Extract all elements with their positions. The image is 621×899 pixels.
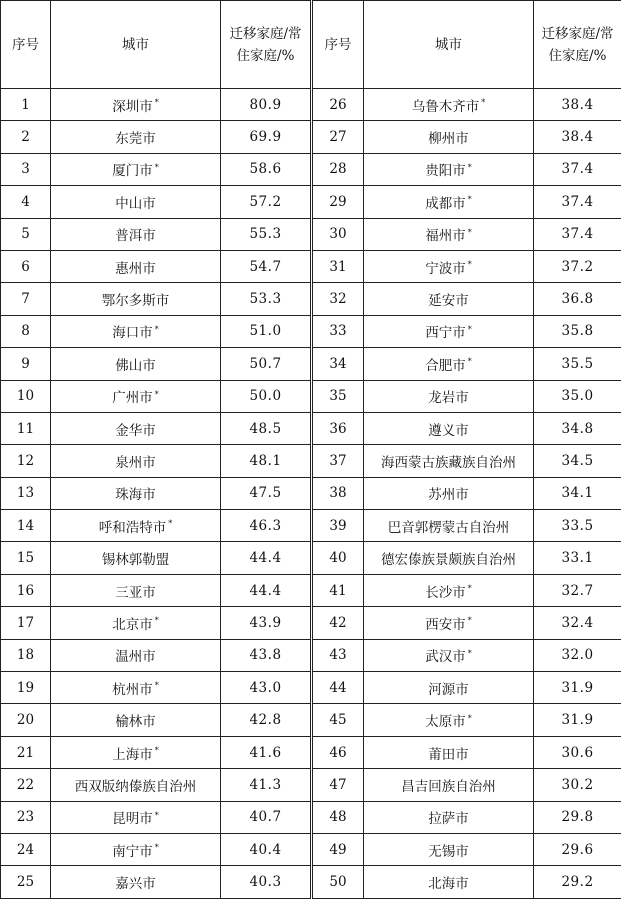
city-cell [364, 186, 534, 218]
city-cell [51, 704, 221, 736]
provincial-capital-mark: * [168, 519, 172, 528]
rank-cell: 2 [1, 121, 51, 153]
city-cell [364, 315, 534, 347]
city-cell [364, 801, 534, 833]
city-cell [364, 542, 534, 574]
table-row [1, 218, 621, 250]
provincial-capital-mark: * [468, 195, 472, 204]
city-cell [51, 769, 221, 801]
share-value-cell: 51.0 [221, 315, 312, 347]
city-name: 西安市 [425, 617, 466, 633]
rank-cell: 17 [1, 607, 51, 639]
share-value-cell: 42.8 [221, 704, 312, 736]
city-name: 鄂尔多斯市 [102, 293, 170, 309]
table-row [1, 672, 621, 704]
rank-cell: 50 [312, 866, 364, 898]
city-cell [51, 250, 221, 282]
table-row [1, 542, 621, 574]
city-cell [364, 833, 534, 865]
city-name: 金华市 [115, 423, 156, 439]
share-value-cell: 32.4 [534, 607, 621, 639]
city-name: 佛山市 [115, 358, 156, 374]
city-cell [364, 153, 534, 185]
share-value-cell: 29.6 [534, 833, 621, 865]
share-value-cell: 40.7 [221, 801, 312, 833]
share-value-cell: 58.6 [221, 153, 312, 185]
rank-cell: 29 [312, 186, 364, 218]
city-cell [51, 639, 221, 671]
city-name: 遵义市 [428, 423, 469, 439]
share-value-cell: 55.3 [221, 218, 312, 250]
provincial-capital-mark: * [468, 357, 472, 366]
table-row [1, 607, 621, 639]
rank-cell: 44 [312, 672, 364, 704]
share-value-cell: 43.0 [221, 672, 312, 704]
city-cell [51, 866, 221, 898]
city-name: 昆明市 [112, 811, 153, 827]
provincial-capital-mark: * [155, 98, 159, 107]
rank-cell: 10 [1, 380, 51, 412]
share-value-cell: 38.4 [534, 89, 621, 121]
city-name: 海口市 [112, 325, 153, 341]
share-value-cell: 32.0 [534, 639, 621, 671]
city-name: 太原市 [425, 714, 466, 730]
city-name: 北海市 [428, 876, 469, 892]
rank-cell: 11 [1, 412, 51, 444]
city-name: 北京市 [112, 617, 153, 633]
city-name: 深圳市 [112, 99, 153, 115]
city-cell [364, 639, 534, 671]
table-row [1, 283, 621, 315]
rank-cell: 14 [1, 510, 51, 542]
table-row [1, 866, 621, 898]
share-value-cell: 37.4 [534, 153, 621, 185]
rank-cell: 33 [312, 315, 364, 347]
city-cell [364, 574, 534, 606]
city-cell [364, 283, 534, 315]
city-name: 福州市 [425, 228, 466, 244]
share-value-cell: 35.0 [534, 380, 621, 412]
city-cell [364, 704, 534, 736]
city-name: 拉萨市 [428, 811, 469, 827]
share-value-cell: 43.9 [221, 607, 312, 639]
table-row [1, 348, 621, 380]
share-value-cell: 50.0 [221, 380, 312, 412]
provincial-capital-mark: * [155, 746, 159, 755]
share-value-cell: 34.5 [534, 445, 621, 477]
share-value-cell: 35.8 [534, 315, 621, 347]
table-row [1, 574, 621, 606]
rank-cell: 3 [1, 153, 51, 185]
rank-cell: 6 [1, 250, 51, 282]
rank-cell: 46 [312, 736, 364, 768]
table-row [1, 510, 621, 542]
provincial-capital-mark: * [155, 843, 159, 852]
rank-cell: 8 [1, 315, 51, 347]
share-value-cell: 57.2 [221, 186, 312, 218]
rank-cell: 47 [312, 769, 364, 801]
city-cell [364, 736, 534, 768]
city-name: 长沙市 [425, 585, 466, 601]
share-value-cell: 41.6 [221, 736, 312, 768]
share-value-cell: 29.2 [534, 866, 621, 898]
city-cell [364, 412, 534, 444]
city-name: 海西蒙古族藏族自治州 [381, 455, 516, 471]
rank-cell: 35 [312, 380, 364, 412]
rank-cell: 36 [312, 412, 364, 444]
share-value-cell: 53.3 [221, 283, 312, 315]
rank-cell: 5 [1, 218, 51, 250]
table-row [1, 412, 621, 444]
city-name: 厦门市 [112, 163, 153, 179]
rank-cell: 1 [1, 89, 51, 121]
table-row [1, 833, 621, 865]
city-cell [51, 607, 221, 639]
rank-cell: 32 [312, 283, 364, 315]
city-cell [51, 283, 221, 315]
table-row [1, 380, 621, 412]
city-name: 巴音郭楞蒙古自治州 [388, 520, 510, 536]
share-value-cell: 50.7 [221, 348, 312, 380]
city-cell [51, 153, 221, 185]
share-value-cell: 30.2 [534, 769, 621, 801]
provincial-capital-mark: * [481, 98, 485, 107]
city-cell [364, 250, 534, 282]
rank-cell: 7 [1, 283, 51, 315]
city-cell [364, 866, 534, 898]
rank-cell: 15 [1, 542, 51, 574]
table-row [1, 186, 621, 218]
provincial-capital-mark: * [155, 390, 159, 399]
city-cell [364, 672, 534, 704]
city-name: 昌吉回族自治州 [401, 779, 496, 795]
city-cell [364, 477, 534, 509]
share-value-cell: 34.8 [534, 412, 621, 444]
city-cell [364, 510, 534, 542]
provincial-capital-mark: * [468, 714, 472, 723]
city-name: 榆林市 [115, 714, 156, 730]
provincial-capital-mark: * [155, 681, 159, 690]
city-name: 惠州市 [115, 261, 156, 277]
city-cell [364, 218, 534, 250]
city-name: 东莞市 [115, 131, 156, 147]
city-cell [51, 574, 221, 606]
share-value-cell: 40.4 [221, 833, 312, 865]
share-value-cell: 80.9 [221, 89, 312, 121]
city-name: 普洱市 [115, 228, 156, 244]
city-name: 锡林郭勒盟 [102, 552, 170, 568]
table-row [1, 315, 621, 347]
rank-cell: 43 [312, 639, 364, 671]
city-name: 呼和浩特市 [99, 520, 167, 536]
city-name: 南宁市 [112, 844, 153, 860]
share-value-cell: 46.3 [221, 510, 312, 542]
header-share-right: 迁移家庭/常住家庭/% [534, 1, 621, 89]
city-name: 无锡市 [428, 844, 469, 860]
rank-cell: 40 [312, 542, 364, 574]
city-cell [364, 445, 534, 477]
city-cell [51, 348, 221, 380]
table-body [1, 89, 621, 899]
rank-cell: 27 [312, 121, 364, 153]
share-value-cell: 31.9 [534, 672, 621, 704]
city-cell [51, 218, 221, 250]
share-value-cell: 54.7 [221, 250, 312, 282]
table-row [1, 89, 621, 121]
table-row [1, 736, 621, 768]
city-name: 温州市 [115, 649, 156, 665]
city-cell [51, 736, 221, 768]
city-cell [364, 121, 534, 153]
city-name: 苏州市 [428, 487, 469, 503]
city-name: 成都市 [425, 196, 466, 212]
table-row [1, 801, 621, 833]
city-cell [51, 801, 221, 833]
city-cell [51, 380, 221, 412]
rank-cell: 16 [1, 574, 51, 606]
city-cell [51, 186, 221, 218]
city-name: 嘉兴市 [115, 876, 156, 892]
city-cell [51, 445, 221, 477]
rank-cell: 49 [312, 833, 364, 865]
city-name: 广州市 [112, 390, 153, 406]
city-cell [51, 121, 221, 153]
city-name: 河源市 [428, 682, 469, 698]
provincial-capital-mark: * [468, 260, 472, 269]
city-name: 中山市 [115, 196, 156, 212]
city-cell [51, 477, 221, 509]
share-value-cell: 37.4 [534, 186, 621, 218]
rank-cell: 26 [312, 89, 364, 121]
rank-cell: 34 [312, 348, 364, 380]
city-name: 珠海市 [115, 487, 156, 503]
rank-cell: 23 [1, 801, 51, 833]
header-city-left: 城市 [51, 1, 221, 89]
rank-cell: 21 [1, 736, 51, 768]
city-cell [364, 380, 534, 412]
city-name: 西宁市 [425, 325, 466, 341]
city-name: 乌鲁木齐市 [412, 99, 480, 115]
city-cell [364, 607, 534, 639]
city-cell [51, 672, 221, 704]
share-value-cell: 34.1 [534, 477, 621, 509]
share-value-cell: 29.8 [534, 801, 621, 833]
rank-cell: 41 [312, 574, 364, 606]
rank-cell: 19 [1, 672, 51, 704]
rank-cell: 22 [1, 769, 51, 801]
city-cell [364, 769, 534, 801]
provincial-capital-mark: * [155, 163, 159, 172]
city-cell [51, 833, 221, 865]
city-name: 德宏傣族景颇族自治州 [381, 552, 516, 568]
header-city-right: 城市 [364, 1, 534, 89]
city-cell [51, 510, 221, 542]
provincial-capital-mark: * [155, 811, 159, 820]
rank-cell: 4 [1, 186, 51, 218]
share-value-cell: 41.3 [221, 769, 312, 801]
table-row [1, 704, 621, 736]
header-rank-right: 序号 [312, 1, 364, 89]
rank-cell: 42 [312, 607, 364, 639]
city-name: 西双版纳傣族自治州 [75, 779, 197, 795]
city-cell [51, 89, 221, 121]
rank-cell: 18 [1, 639, 51, 671]
city-name: 龙岩市 [428, 390, 469, 406]
share-value-cell: 38.4 [534, 121, 621, 153]
share-value-cell: 37.2 [534, 250, 621, 282]
rank-cell: 12 [1, 445, 51, 477]
rank-cell: 20 [1, 704, 51, 736]
city-cell [51, 315, 221, 347]
header-share-left: 迁移家庭/常住家庭/% [221, 1, 312, 89]
share-value-cell: 32.7 [534, 574, 621, 606]
city-name: 贵阳市 [425, 163, 466, 179]
provincial-capital-mark: * [468, 325, 472, 334]
table-row [1, 153, 621, 185]
share-value-cell: 47.5 [221, 477, 312, 509]
provincial-capital-mark: * [468, 616, 472, 625]
provincial-capital-mark: * [155, 616, 159, 625]
table-row [1, 250, 621, 282]
city-name: 杭州市 [112, 682, 153, 698]
share-value-cell: 40.3 [221, 866, 312, 898]
city-name: 三亚市 [115, 585, 156, 601]
share-value-cell: 44.4 [221, 574, 312, 606]
share-value-cell: 44.4 [221, 542, 312, 574]
table-row [1, 121, 621, 153]
city-cell [51, 412, 221, 444]
table-row [1, 445, 621, 477]
rank-cell: 38 [312, 477, 364, 509]
rank-cell: 13 [1, 477, 51, 509]
city-name: 上海市 [112, 747, 153, 763]
city-cell [364, 89, 534, 121]
rank-cell: 30 [312, 218, 364, 250]
share-value-cell: 36.8 [534, 283, 621, 315]
rank-cell: 24 [1, 833, 51, 865]
share-value-cell: 43.8 [221, 639, 312, 671]
rank-cell: 45 [312, 704, 364, 736]
provincial-capital-mark: * [468, 649, 472, 658]
share-value-cell: 31.9 [534, 704, 621, 736]
rank-cell: 39 [312, 510, 364, 542]
share-value-cell: 69.9 [221, 121, 312, 153]
share-value-cell: 33.5 [534, 510, 621, 542]
city-cell [51, 542, 221, 574]
share-value-cell: 35.5 [534, 348, 621, 380]
rank-cell: 25 [1, 866, 51, 898]
share-value-cell: 33.1 [534, 542, 621, 574]
city-name: 合肥市 [425, 358, 466, 374]
provincial-capital-mark: * [155, 325, 159, 334]
city-cell [364, 348, 534, 380]
provincial-capital-mark: * [468, 228, 472, 237]
table-row [1, 477, 621, 509]
city-name: 武汉市 [425, 649, 466, 665]
table-row [1, 769, 621, 801]
rank-cell: 9 [1, 348, 51, 380]
rank-cell: 48 [312, 801, 364, 833]
share-value-cell: 37.4 [534, 218, 621, 250]
table-header-row [1, 1, 621, 89]
share-value-cell: 48.5 [221, 412, 312, 444]
city-name: 莆田市 [428, 747, 469, 763]
share-value-cell: 30.6 [534, 736, 621, 768]
provincial-capital-mark: * [468, 584, 472, 593]
city-name: 柳州市 [428, 131, 469, 147]
rank-cell: 37 [312, 445, 364, 477]
provincial-capital-mark: * [468, 163, 472, 172]
share-value-cell: 48.1 [221, 445, 312, 477]
city-name: 延安市 [428, 293, 469, 309]
rank-cell: 31 [312, 250, 364, 282]
table-row [1, 639, 621, 671]
city-name: 泉州市 [115, 455, 156, 471]
header-rank-left: 序号 [1, 1, 51, 89]
rank-cell: 28 [312, 153, 364, 185]
city-name: 宁波市 [425, 261, 466, 277]
